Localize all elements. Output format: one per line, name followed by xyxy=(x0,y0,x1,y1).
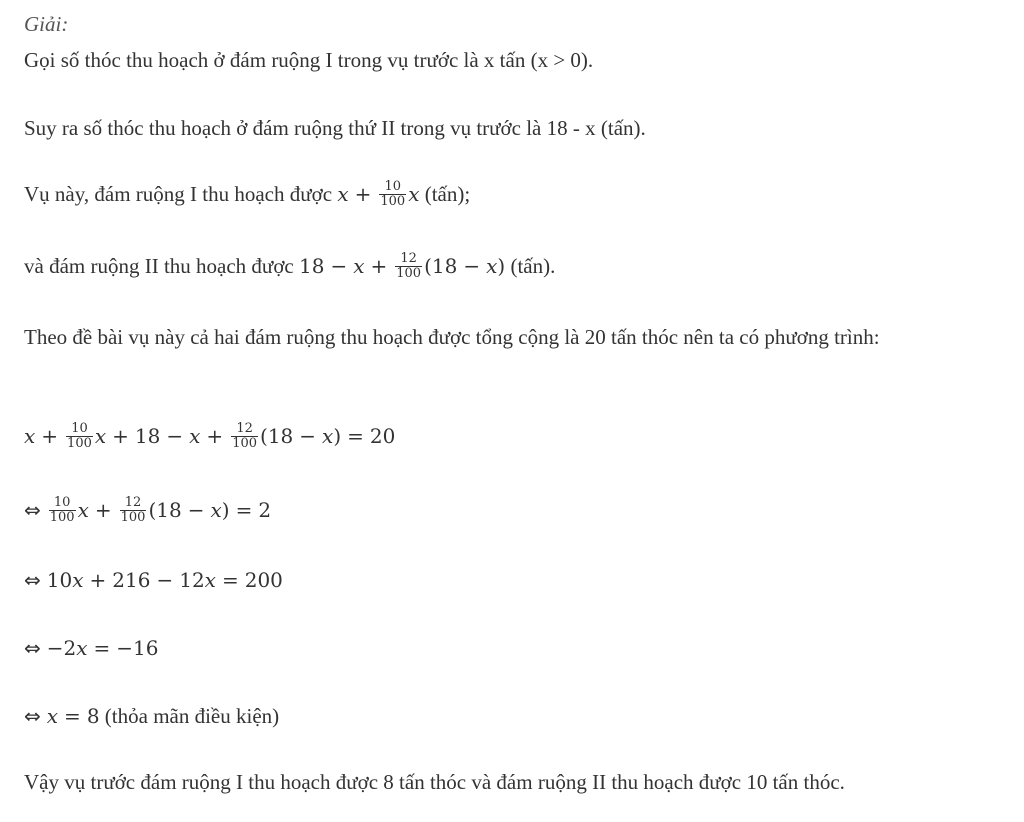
equation-solution: ⇔ x = 8 (thỏa mãn điều kiện) xyxy=(24,704,280,728)
unit-tail: (tấn). xyxy=(510,254,556,278)
paragraph-let-x: Gọi số thóc thu hoạch ở đám ruộng I trong vụ trước là x tấn (x > 0). xyxy=(24,48,594,72)
fraction-12-over-100: $\frac{12}{100}$ xyxy=(396,250,422,281)
equation-step-2: ⇔ 10x + 216 − 12x = 200 xyxy=(24,568,283,592)
equation-main: x + $\frac{10}{100}$ x + 18 − x + $\frac{12}{100}$ (18 − x) = 20 xyxy=(24,420,396,451)
math-var-x: x xyxy=(408,182,420,206)
condition-note: (thỏa mãn điều kiện) xyxy=(104,704,280,728)
paragraph-conclusion: Vậy vụ trước đám ruộng I thu hoạch được 8 tấn thóc và đám ruộng II thu hoạch được 10 tấn thóc. xyxy=(24,770,845,794)
field-two-text: và đám ruộng II thu hoạch được xyxy=(24,254,294,278)
paragraph-field-one-yield xyxy=(24,180,470,211)
solution-heading: Giải: xyxy=(24,12,69,36)
fraction-10-over-100: $\frac{10}{100}$ xyxy=(380,178,406,209)
iff-symbol: ⇔ xyxy=(24,704,41,728)
math-var-x: x xyxy=(337,182,349,206)
paragraph-equation-intro: Theo đề bài vụ này cả hai đám ruộng thu hoạch được tổng cộng là 20 tấn thóc nên ta có phương trình: xyxy=(24,325,880,349)
iff-symbol: ⇔ xyxy=(24,498,41,522)
iff-symbol: ⇔ xyxy=(24,636,41,660)
iff-symbol: ⇔ xyxy=(24,568,41,592)
equation-step-1: ⇔ $\frac{10}{100}$ x + $\frac{12}{100}$ (18 − x) = 2 xyxy=(24,494,272,525)
paragraph-second-field: Suy ra số thóc thu hoạch ở đám ruộng thứ II trong vụ trước là 18 - x (tấn). xyxy=(24,116,646,140)
paragraph-field-two-yield: và đám ruộng II thu hoạch được 18 − x + $\frac{12}{100}$ (18 − x) (tấn). xyxy=(24,250,556,281)
unit-tail: (tấn); xyxy=(424,182,471,206)
equation-step-3: ⇔ −2x = −16 xyxy=(24,636,159,660)
field-one-text: Vụ này, đám ruộng I thu hoạch được xyxy=(24,182,333,206)
math-plus: + xyxy=(354,182,372,206)
